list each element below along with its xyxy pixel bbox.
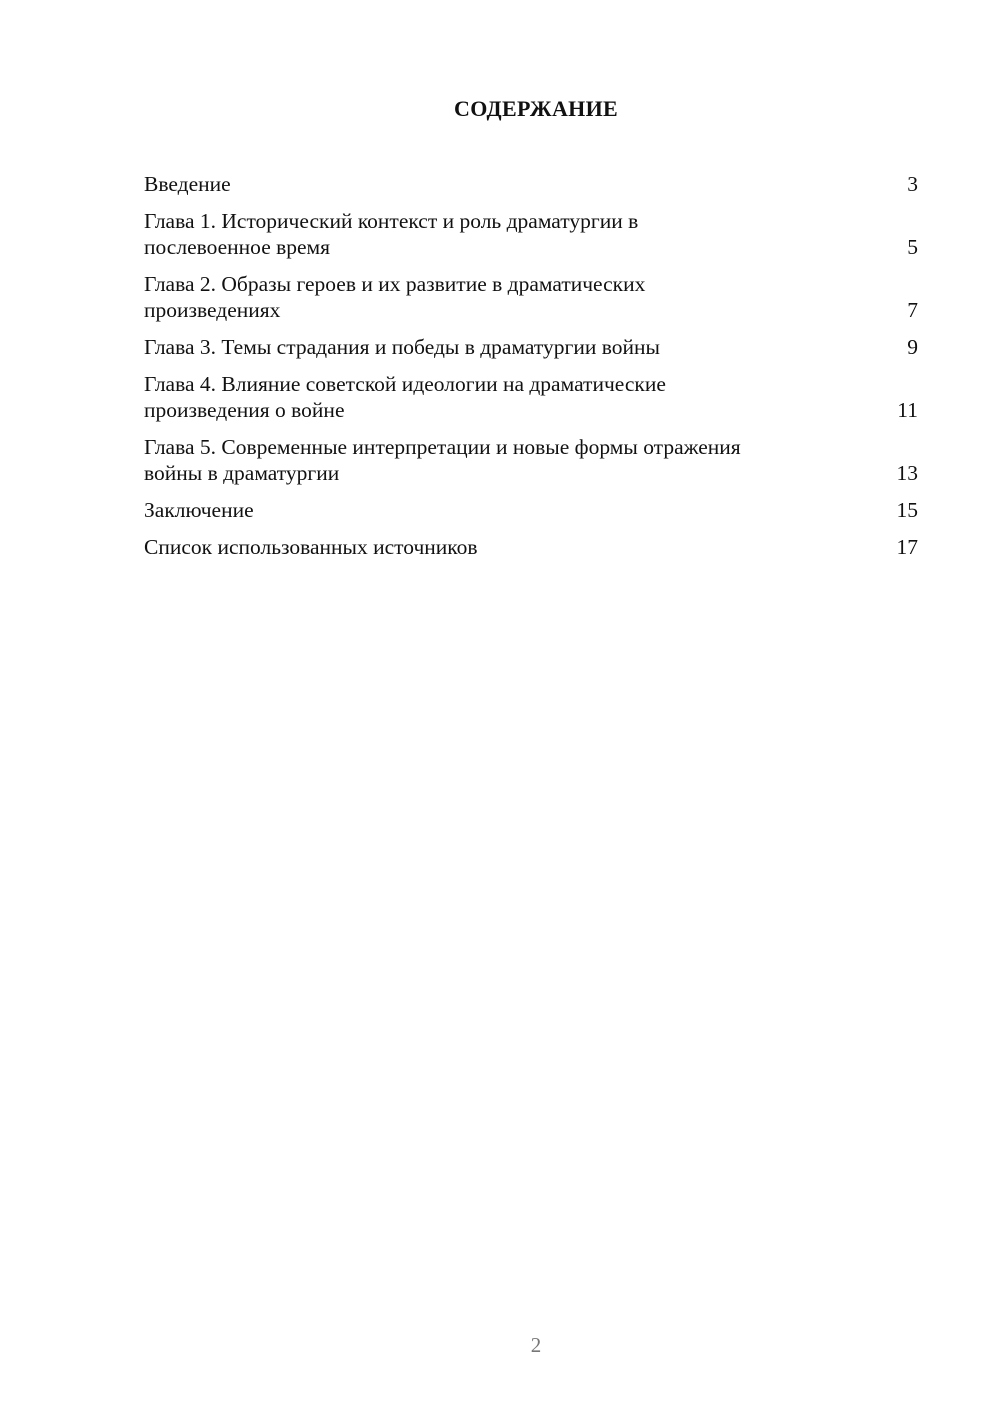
toc-entry-title: Глава 3. Темы страдания и победы в драматургии войны: [144, 335, 660, 359]
page-number: 2: [530, 1333, 542, 1357]
toc-entry-page: 11: [897, 398, 918, 422]
toc-entry-page: 17: [896, 535, 918, 559]
toc-entry: [144, 534, 918, 560]
toc-entry-page: 5: [907, 235, 918, 259]
toc-entry-title: Глава 1. Исторический контекст и роль драматургии в послевоенное время: [144, 209, 639, 259]
toc-entry-page: 3: [907, 172, 918, 196]
toc-entry: [144, 208, 918, 260]
toc-entry-page: 7: [907, 298, 918, 322]
page-title: СОДЕРЖАНИЕ: [454, 96, 618, 121]
toc-entry: [144, 497, 918, 523]
toc-entry-title: Введение: [144, 172, 231, 196]
toc-entry: [144, 171, 918, 197]
toc-entry: [144, 334, 918, 360]
toc-entry-page: 15: [896, 498, 918, 522]
toc-entry-title: Глава 2. Образы героев и их развитие в драматических произведениях: [144, 272, 646, 322]
toc-entry: [144, 371, 918, 423]
toc-entry-title: Глава 5. Современные интерпретации и новые формы отражения войны в драматургии: [144, 435, 741, 485]
table-of-contents: [144, 171, 918, 571]
toc-entry: [144, 271, 918, 323]
toc-entry: [144, 434, 918, 486]
toc-entry-title: Заключение: [144, 498, 254, 522]
toc-entry-title: Глава 4. Влияние советской идеологии на драматические произведения о войне: [144, 372, 666, 422]
toc-entry-page: 13: [896, 461, 918, 485]
toc-entry-page: 9: [907, 335, 918, 359]
toc-entry-title: Список использованных источников: [144, 535, 478, 559]
